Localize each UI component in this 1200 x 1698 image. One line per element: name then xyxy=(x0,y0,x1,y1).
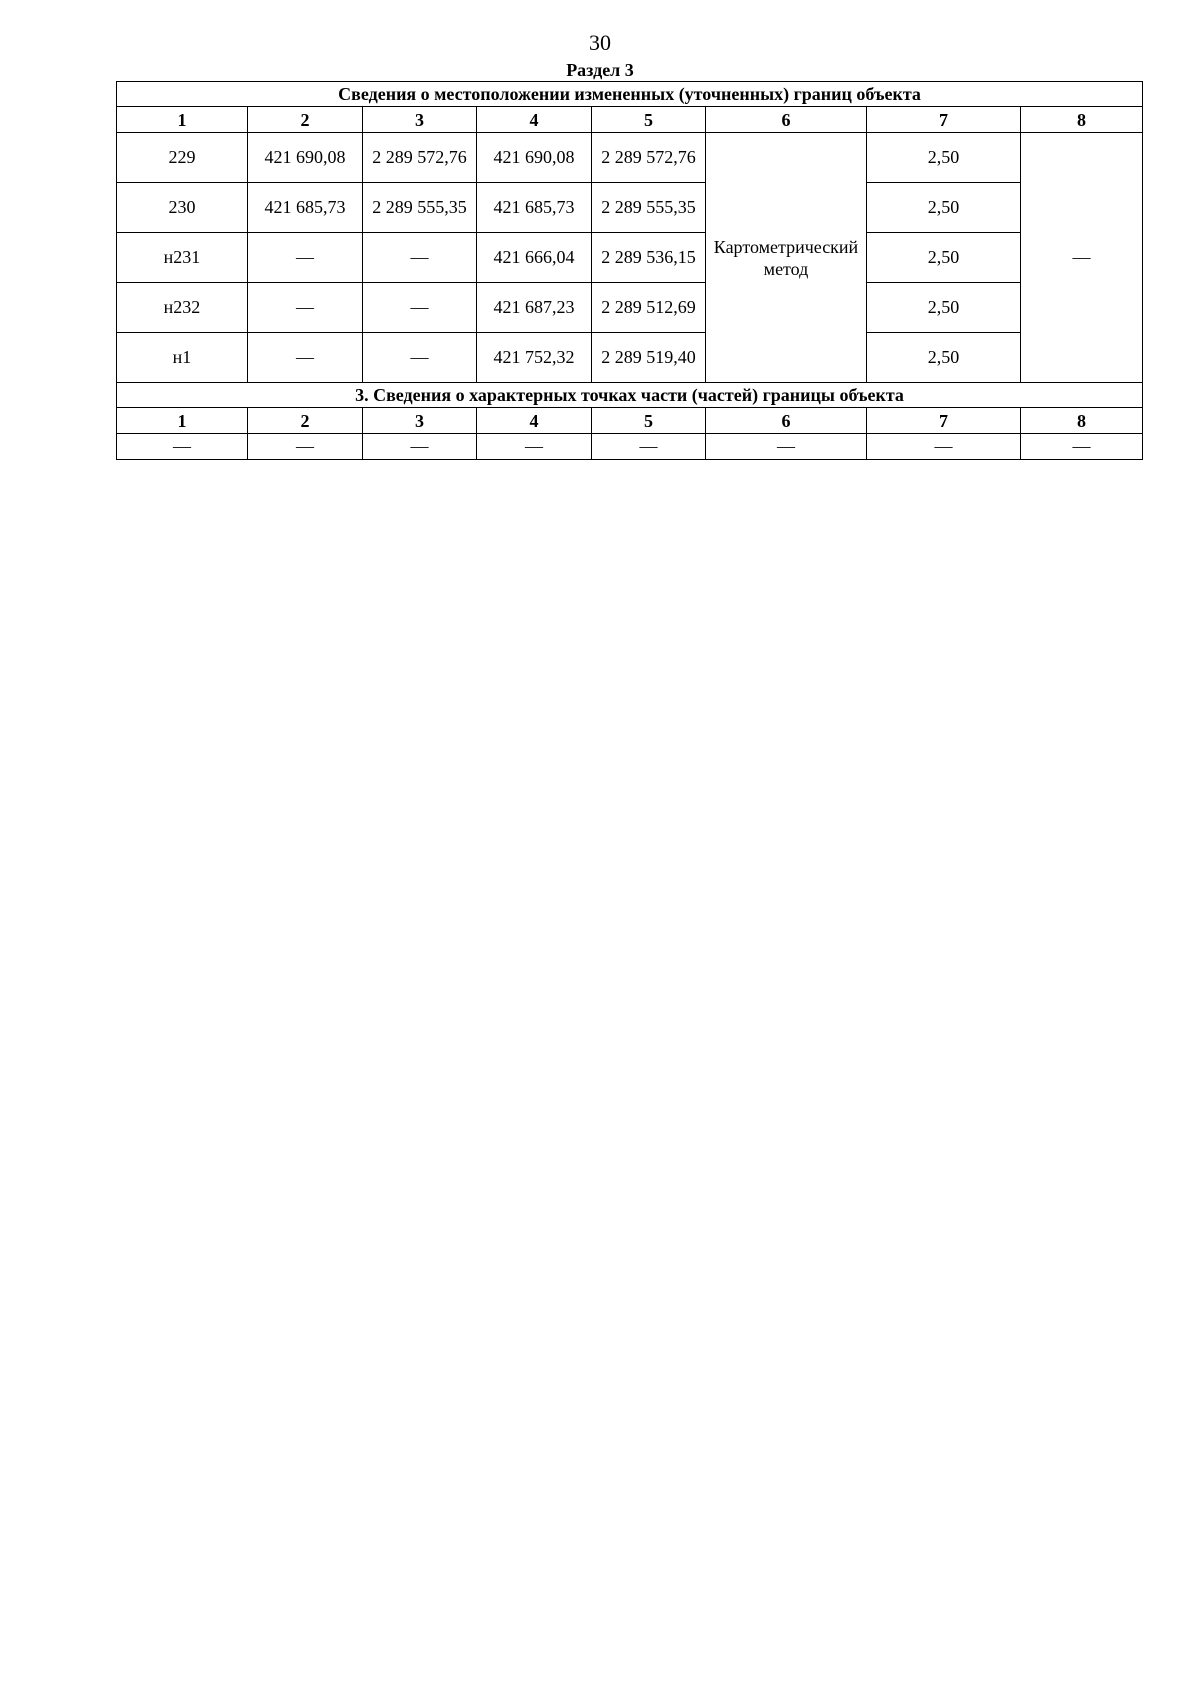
empty-cell: — xyxy=(363,434,477,460)
column-number: 8 xyxy=(1021,408,1143,434)
column-number: 2 xyxy=(248,408,363,434)
refined-y: 2 289 519,40 xyxy=(592,333,706,383)
column-number: 3 xyxy=(363,107,477,133)
table-row xyxy=(117,233,1143,283)
column-number: 5 xyxy=(592,408,706,434)
point-id: н231 xyxy=(117,233,248,283)
table-row xyxy=(117,133,1143,183)
existing-y: — xyxy=(363,233,477,283)
table1-title: Сведения о местоположении измененных (уточненных) границ объекта xyxy=(117,82,1143,107)
existing-y: 2 289 555,35 xyxy=(363,183,477,233)
table-row xyxy=(117,283,1143,333)
refined-x: 421 690,08 xyxy=(477,133,592,183)
refined-y: 2 289 536,15 xyxy=(592,233,706,283)
table-row xyxy=(117,333,1143,383)
existing-y: — xyxy=(363,333,477,383)
column-number: 1 xyxy=(117,408,248,434)
accuracy: 2,50 xyxy=(867,233,1021,283)
refined-x: 421 666,04 xyxy=(477,233,592,283)
refined-x: 421 685,73 xyxy=(477,183,592,233)
point-id: 229 xyxy=(117,133,248,183)
column-number: 7 xyxy=(867,408,1021,434)
table2-title: 3. Сведения о характерных точках части (частей) границы объекта xyxy=(117,383,1143,408)
point-id: н1 xyxy=(117,333,248,383)
empty-cell: — xyxy=(477,434,592,460)
existing-x: 421 690,08 xyxy=(248,133,363,183)
empty-cell: — xyxy=(867,434,1021,460)
empty-cell: — xyxy=(117,434,248,460)
empty-cell: — xyxy=(706,434,867,460)
empty-cell: — xyxy=(592,434,706,460)
boundary-table xyxy=(116,81,1143,460)
column-number: 4 xyxy=(477,408,592,434)
refined-x: 421 687,23 xyxy=(477,283,592,333)
column-number: 3 xyxy=(363,408,477,434)
col8-cell: — xyxy=(1021,133,1143,383)
accuracy: 2,50 xyxy=(867,133,1021,183)
empty-cell: — xyxy=(248,434,363,460)
column-number: 5 xyxy=(592,107,706,133)
table-row xyxy=(117,183,1143,233)
table2-column-numbers xyxy=(117,408,1143,434)
accuracy: 2,50 xyxy=(867,283,1021,333)
column-number: 6 xyxy=(706,107,867,133)
empty-cell: — xyxy=(1021,434,1143,460)
column-number: 4 xyxy=(477,107,592,133)
column-number: 1 xyxy=(117,107,248,133)
refined-y: 2 289 555,35 xyxy=(592,183,706,233)
column-number: 6 xyxy=(706,408,867,434)
column-number: 7 xyxy=(867,107,1021,133)
existing-x: — xyxy=(248,283,363,333)
point-id: 230 xyxy=(117,183,248,233)
accuracy: 2,50 xyxy=(867,333,1021,383)
section-title: Раздел 3 xyxy=(566,60,634,80)
existing-y: 2 289 572,76 xyxy=(363,133,477,183)
existing-x: — xyxy=(248,333,363,383)
table1-column-numbers xyxy=(117,107,1143,133)
refined-y: 2 289 512,69 xyxy=(592,283,706,333)
existing-y: — xyxy=(363,283,477,333)
existing-x: 421 685,73 xyxy=(248,183,363,233)
refined-x: 421 752,32 xyxy=(477,333,592,383)
page-number: 30 xyxy=(589,30,611,55)
refined-y: 2 289 572,76 xyxy=(592,133,706,183)
column-number: 8 xyxy=(1021,107,1143,133)
column-number: 2 xyxy=(248,107,363,133)
existing-x: — xyxy=(248,233,363,283)
point-id: н232 xyxy=(117,283,248,333)
table-row xyxy=(117,434,1143,460)
method-cell: Картометрический метод xyxy=(706,133,867,383)
accuracy: 2,50 xyxy=(867,183,1021,233)
